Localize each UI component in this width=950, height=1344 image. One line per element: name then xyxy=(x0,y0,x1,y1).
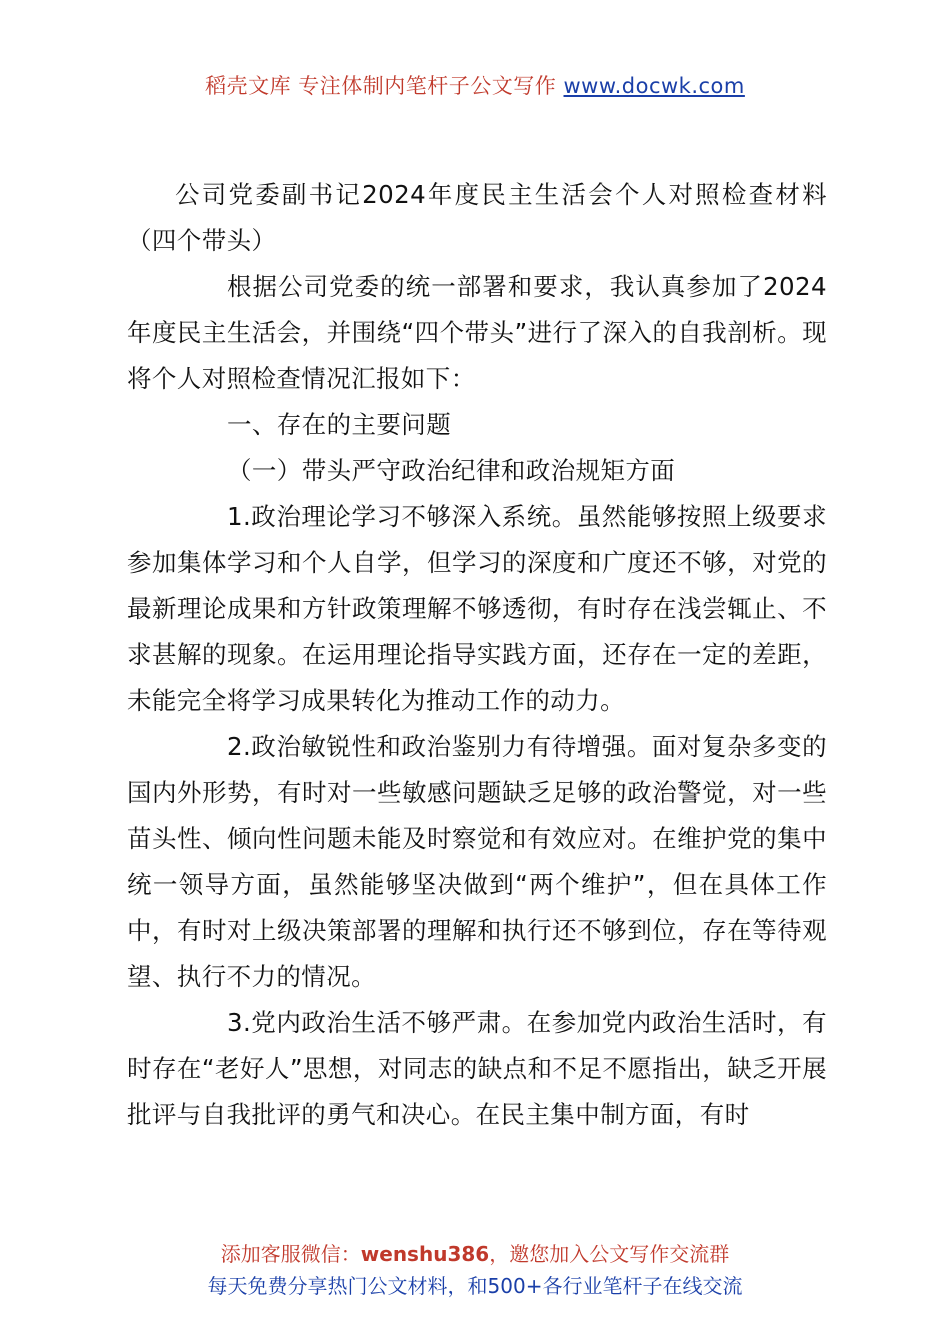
document-title: 公司党委副书记2024年度民主生活会个人对照检查材料（四个带头） xyxy=(127,180,827,255)
section-heading: 一、存在的主要问题 xyxy=(227,410,452,439)
brand-text: 稻壳文库 专注体制内笔杆子公文写作 xyxy=(205,74,557,98)
footer-line-2: 每天免费分享热门公文材料，和500+各行业笔杆子在线交流 xyxy=(207,1274,743,1298)
paragraph-3: 3.党内政治生活不够严肃。在参加党内政治生活时，有时存在“老好人”思想，对同志的缺点和不足不愿指出，缺乏开展批评与自我批评的勇气和决心。在民主集中制方面，有时 xyxy=(127,1008,827,1129)
paragraph-1: 1.政治理论学习不够深入系统。虽然能够按照上级要求参加集体学习和个人自学，但学习的深度和广度还不够，对党的最新理论成果和方针政策理解不够透彻，有时存在浅尝辄止、不求甚解的现象。在运用理论指导实践方面，还存在一定的差距，未能完全将学习成果转化为推动工作的动力。 xyxy=(127,502,827,715)
wechat-id: wenshu386 xyxy=(360,1242,490,1266)
paragraph-2: 2.政治敏锐性和政治鉴别力有待增强。面对复杂多变的国内外形势，有时对一些敏感问题缺乏足够的政治警觉，对一些苗头性、倾向性问题未能及时察觉和有效应对。在维护党的集中统一领导方面，虽然能够坚决做到“两个维护”，但在具体工作中，有时对上级决策部署的理解和执行还不够到位，存在等待观望、执行不力的情况。 xyxy=(127,732,827,991)
footer-prefix: 添加客服微信： xyxy=(220,1242,361,1266)
promo-footer xyxy=(0,1238,950,1302)
site-link[interactable]: www.docwk.com xyxy=(563,74,745,98)
footer-suffix: ，邀您加入公文写作交流群 xyxy=(489,1242,730,1266)
footer-line-1 xyxy=(0,1238,950,1270)
subsection-heading: （一）带头严守政治纪律和政治规矩方面 xyxy=(227,456,676,485)
site-header xyxy=(0,70,950,100)
intro-paragraph: 根据公司党委的统一部署和要求，我认真参加了2024年度民主生活会，并围绕“四个带头”进行了深入的自我剖析。现将个人对照检查情况汇报如下： xyxy=(127,272,827,393)
document-body xyxy=(127,172,827,1138)
